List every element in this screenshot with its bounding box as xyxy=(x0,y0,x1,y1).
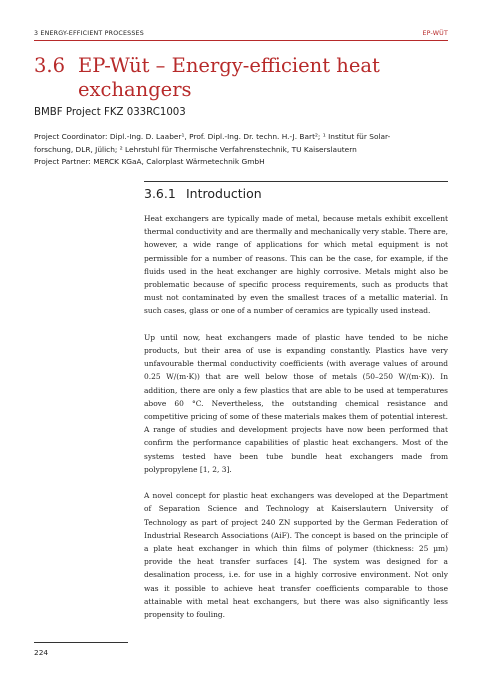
paragraph: Up until now, heat exchangers made of plastic have tended to be niche products, but their area of use is expanding constantly. Plastics have very unfavourable thermal conductivity coefficients (with average values of around 0.25 W/(m·K)) that are well below those of metals (50–250 W/(m·K)). In addition, there are only a few plastics that are able to be used at temperatures above 60 °C. Nevertheless, the outstanding chemical resistance and competitive pricing of some of these materials makes them of potential interest. A range of studies and development projects have now been performed that confirm the performance capabilities of plastic heat exchangers. Most of the systems tested have been tube bundle heat exchangers made from polypropylene [1, 2, 3]. xyxy=(144,332,448,474)
section-title: Introduction xyxy=(186,186,262,201)
coordinator-line: Project Coordinator: Dipl.-Ing. D. Laaber¹, Prof. Dipl.-Ing. Dr. techn. H.-J. Bart²; ¹ Institut für Solar- xyxy=(34,132,391,141)
coordinator-line: forschung, DLR, Jülich; ² Lehrstuhl für Thermische Verfahrenstechnik, TU Kaiserslautern xyxy=(34,144,357,154)
section-rule xyxy=(144,181,448,182)
chapter-number: 3.6 xyxy=(34,54,66,77)
paragraph: A novel concept for plastic heat exchangers was developed at the Department of Separation Science and Technology at Kaiserslautern University of Technology as part of project 240 ZN supported by the German Federation of Industrial Research Associations (AiF). The concept is based on the principle of a plate heat exchanger in which thin films of polymer (thickness: 25 µm) provide the heat transfer surfaces [4]. The system was designed for a desalination process, i.e. for use in a highly corrosive environment. Not only was it possible to achieve heat transfer coefficients comparable to those attainable with metal heat exchangers, but there was also significantly less propensity to fouling. xyxy=(144,491,448,620)
running-header-project: EP-WÜT xyxy=(422,30,448,37)
running-header-chapter: 3 ENERGY-EFFICIENT PROCESSES xyxy=(34,30,144,37)
paragraph: Heat exchangers are typically made of metal, because metals exhibit excellent thermal conductivity and are thermally and mechanically very stable. There are, however, a wide range of applications for which metal equipment is not permissible for a number of reasons. This can be the case, for example, if the fluids used in the heat exchanger are highly corrosive. Metals might also be problematic because of specific process requirements, such as products that must not contaminated by even the smallest traces of a metallic material. In such cases, glass or one of a number of ceramics are typically used instead. xyxy=(144,214,449,316)
running-header xyxy=(34,26,448,41)
footer-rule xyxy=(34,642,128,643)
section-heading xyxy=(144,186,262,201)
chapter-title-text: EP-Wüt – Energy-efficient heat exchangers xyxy=(78,54,380,101)
body-text xyxy=(144,212,448,634)
project-coordinators xyxy=(34,131,454,169)
partner-line: Project Partner: MERCK KGaA, Calorplast Wärmetechnik GmbH xyxy=(34,157,265,166)
section-number: 3.6.1 xyxy=(144,186,176,201)
page-number: 224 xyxy=(34,648,49,657)
project-code: BMBF Project FKZ 033RC1003 xyxy=(34,107,186,118)
